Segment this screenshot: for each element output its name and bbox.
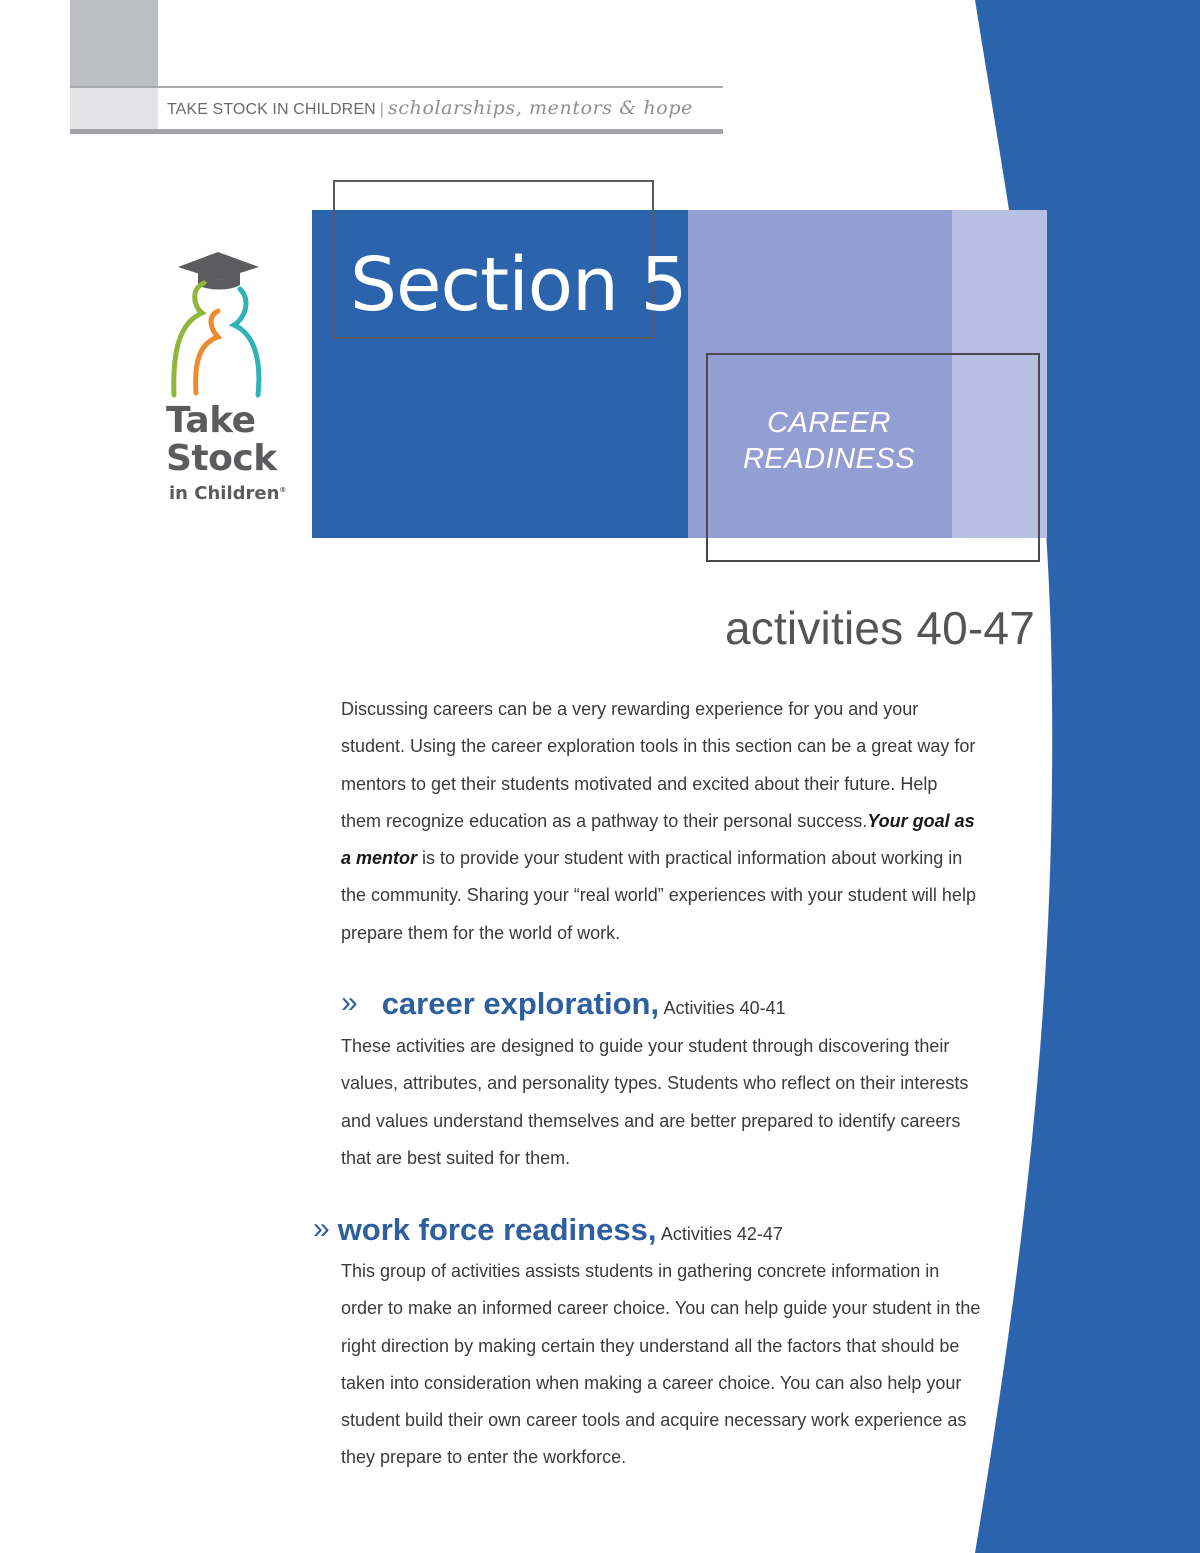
logo-line-stock: Stock xyxy=(166,438,277,479)
header-tagline: scholarships, mentors & hope xyxy=(388,97,693,119)
intro-emphasis: Your goal as a mentor xyxy=(341,810,975,869)
header-org-name: TAKE STOCK IN CHILDREN xyxy=(167,101,376,118)
section-subtitle-line1: CAREER xyxy=(767,407,891,439)
take-stock-logo-icon xyxy=(160,245,280,410)
activities-range: activities 40-47 xyxy=(724,602,1035,654)
header-light-block xyxy=(70,88,158,129)
logo-line-in-children xyxy=(169,480,286,504)
section-subtitle xyxy=(710,405,948,477)
header-text xyxy=(167,96,693,126)
intro-text-before: Discussing careers can be a very rewarding experience for you and your student. Using the career exploration tools in this section can be a great way for mentors to get their students motivated and excited about their future. Help them recognize education as a pathway to their personal success. xyxy=(341,699,976,831)
intro-text-after: is to provide your student with practical information about working in the community. Sharing your “real world” experiences with your student will help prepare them for the world of work. xyxy=(341,848,976,943)
section-subtitle-line2: READINESS xyxy=(742,443,916,475)
career-exploration-heading xyxy=(341,986,786,1022)
work-force-readiness-heading xyxy=(313,1212,783,1248)
logo-line-take: Take xyxy=(166,400,256,441)
career-exploration-title: career exploration, xyxy=(381,986,660,1021)
logo-registered-mark: ® xyxy=(279,486,287,494)
intro-paragraph xyxy=(341,691,981,952)
header-separator: | xyxy=(379,101,385,118)
chevron-right-icon: » xyxy=(341,986,358,1019)
career-exploration-body: These activities are designed to guide your student through discovering their values, attributes, and personality types. Students who reflect on their interests and values understand themselves and are better prepared to identify careers that are best suited for them. xyxy=(341,1036,969,1168)
work-force-readiness-body: This group of activities assists students in gathering concrete information in order to make an informed career choice. You can help guide your student in the right direction by making certain they understand all the factors that should be taken into consideration when making a career choice. You can also help your student build their own career tools and acquire necessary work experience as they prepare to enter the workforce. xyxy=(341,1261,981,1468)
header-gray-block xyxy=(70,0,158,86)
header-rule-top xyxy=(70,86,723,88)
logo-line-in-children-text: in Children xyxy=(169,483,280,504)
section-title: Section 5 xyxy=(350,242,687,328)
work-force-readiness-activities: Activities 42-47 xyxy=(660,1224,783,1244)
header-rule-bottom xyxy=(70,129,723,134)
work-force-readiness-title: work force readiness, xyxy=(337,1212,657,1247)
logo-wordmark xyxy=(166,402,286,504)
career-exploration-activities: Activities 40-41 xyxy=(663,998,786,1018)
chevron-right-icon: » xyxy=(313,1212,330,1245)
